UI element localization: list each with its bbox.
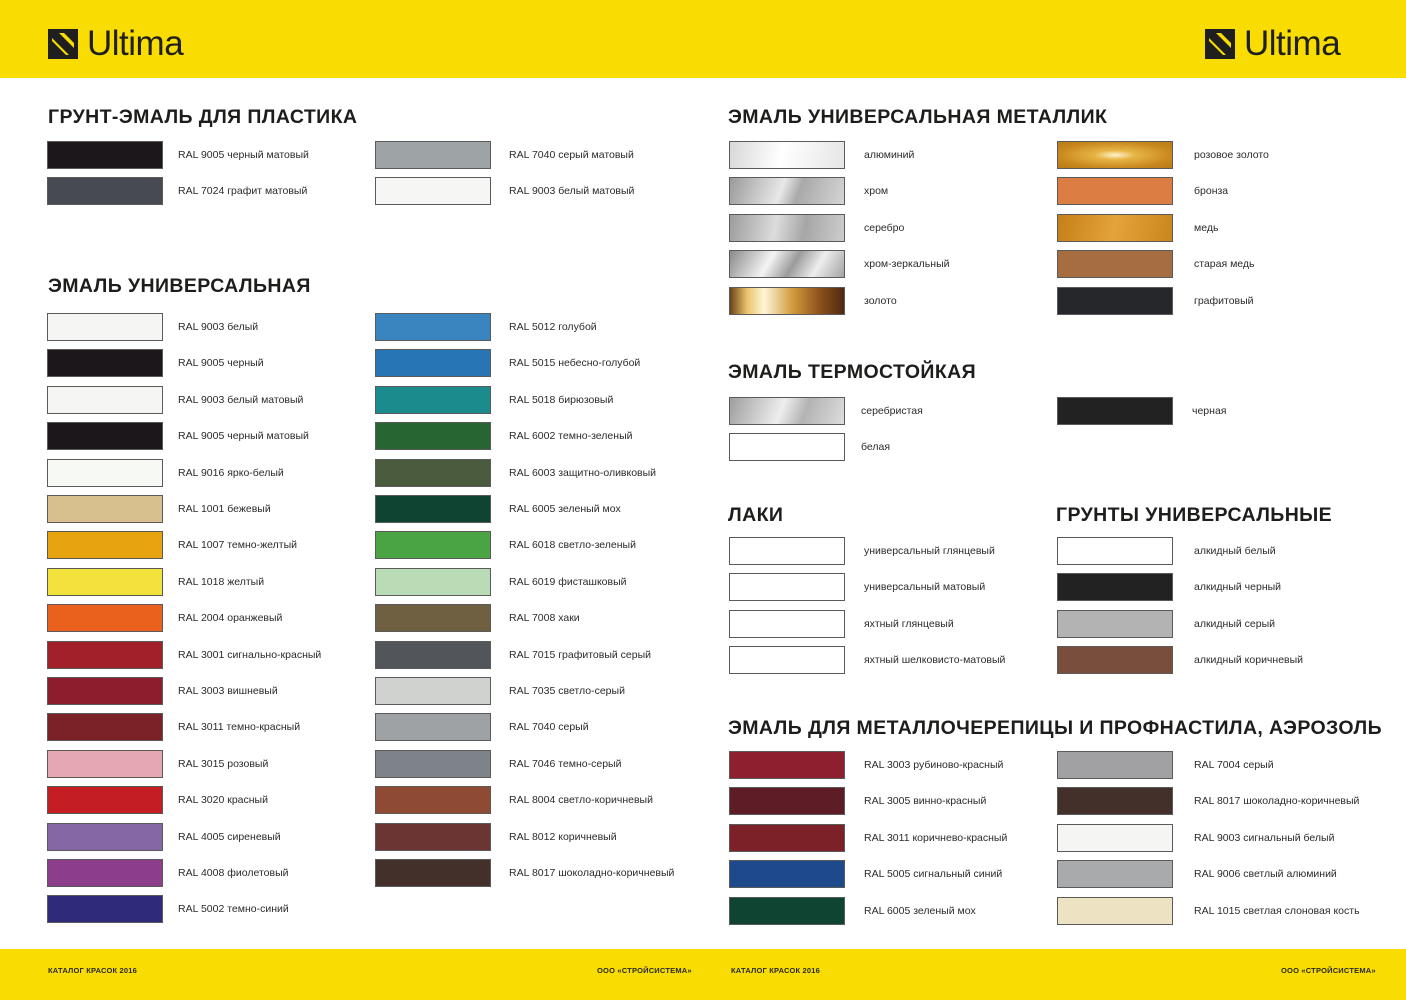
color-label: яхтный глянцевый: [864, 618, 954, 630]
color-swatch: [375, 177, 491, 205]
color-label: графитовый: [1194, 295, 1254, 307]
color-swatch: [375, 568, 491, 596]
color-swatch: [375, 422, 491, 450]
color-label: RAL 5012 голубой: [509, 321, 597, 333]
color-label: RAL 8017 шоколадно-коричневый: [1194, 795, 1360, 807]
color-label: яхтный шелковисто-матовый: [864, 654, 1006, 666]
brand-name: Ultima: [1244, 24, 1341, 63]
color-swatch: [729, 860, 845, 888]
color-swatch: [47, 568, 163, 596]
footer-catalog-left: КАТАЛОГ КРАСОК 2016: [48, 966, 138, 975]
color-label: RAL 7046 темно-серый: [509, 758, 622, 770]
color-swatch: [729, 141, 845, 169]
color-label: алюминий: [864, 149, 915, 161]
color-label: RAL 7004 серый: [1194, 759, 1274, 771]
color-swatch: [375, 349, 491, 377]
color-swatch: [47, 422, 163, 450]
color-label: RAL 5015 небесно-голубой: [509, 357, 641, 369]
color-swatch: [375, 531, 491, 559]
color-swatch: [729, 751, 845, 779]
color-swatch: [729, 610, 845, 638]
color-swatch: [47, 495, 163, 523]
color-label: алкидный серый: [1194, 618, 1276, 630]
color-swatch: [47, 895, 163, 923]
color-label: RAL 5005 сигнальный синий: [864, 868, 1003, 880]
color-swatch: [47, 177, 163, 205]
section-title-heat: ЭМАЛЬ ТЕРМОСТОЙКАЯ: [728, 361, 977, 383]
color-label: RAL 3011 темно-красный: [178, 721, 301, 733]
color-label: RAL 3015 розовый: [178, 758, 269, 770]
color-label: RAL 7024 графит матовый: [178, 185, 308, 197]
logo-mark-icon: [48, 29, 78, 59]
color-swatch: [1057, 897, 1173, 925]
color-label: RAL 9016 ярко-белый: [178, 467, 284, 479]
color-label: алкидный коричневый: [1194, 654, 1304, 666]
color-label: RAL 3020 красный: [178, 794, 268, 806]
color-label: хром-зеркальный: [864, 258, 950, 270]
color-label: RAL 3001 сигнально-красный: [178, 649, 322, 661]
color-swatch: [1057, 787, 1173, 815]
color-label: RAL 3011 коричнево-красный: [864, 832, 1008, 844]
color-swatch: [729, 214, 845, 242]
color-label: RAL 7008 хаки: [509, 612, 580, 624]
color-swatch: [1057, 751, 1173, 779]
color-label: RAL 6005 зеленый мох: [509, 503, 621, 515]
color-swatch: [375, 604, 491, 632]
color-swatch: [47, 531, 163, 559]
brand-logo-right: [1205, 26, 1340, 62]
footer-band: [0, 949, 1406, 1000]
color-swatch: [729, 287, 845, 315]
color-swatch: [375, 313, 491, 341]
color-label: RAL 6019 фисташковый: [509, 576, 627, 588]
color-swatch: [47, 349, 163, 377]
color-label: черная: [1192, 405, 1227, 417]
color-label: медь: [1194, 222, 1219, 234]
color-swatch: [47, 386, 163, 414]
color-swatch: [729, 897, 845, 925]
color-label: алкидный черный: [1194, 581, 1282, 593]
color-label: RAL 9005 черный матовый: [178, 430, 309, 442]
color-label: белая: [861, 441, 891, 453]
color-swatch: [729, 787, 845, 815]
brand-logo-left: [48, 26, 183, 62]
color-swatch: [47, 141, 163, 169]
color-label: хром: [864, 185, 889, 197]
color-swatch: [729, 250, 845, 278]
color-label: RAL 6002 темно-зеленый: [509, 430, 633, 442]
color-swatch: [47, 859, 163, 887]
color-label: универсальный матовый: [864, 581, 986, 593]
color-swatch: [729, 646, 845, 674]
color-swatch: [729, 824, 845, 852]
color-label: старая медь: [1194, 258, 1255, 270]
section-title-aerosol: ЭМАЛЬ ДЛЯ МЕТАЛЛОЧЕРЕПИЦЫ И ПРОФНАСТИЛА, АЭРОЗОЛЬ: [728, 717, 1382, 739]
color-label: RAL 3003 рубиново-красный: [864, 759, 1004, 771]
color-label: RAL 4008 фиолетовый: [178, 867, 289, 879]
color-label: RAL 8012 коричневый: [509, 831, 617, 843]
color-swatch: [1057, 177, 1173, 205]
color-swatch: [1057, 646, 1173, 674]
color-swatch: [47, 641, 163, 669]
color-swatch: [1057, 141, 1173, 169]
color-swatch: [1057, 287, 1173, 315]
color-label: RAL 6003 защитно-оливковый: [509, 467, 657, 479]
color-label: RAL 1018 желтый: [178, 576, 265, 588]
color-swatch: [729, 573, 845, 601]
logo-mark-icon: [1205, 29, 1235, 59]
color-label: RAL 7015 графитовый серый: [509, 649, 652, 661]
color-label: RAL 8017 шоколадно-коричневый: [509, 867, 675, 879]
section-title-universal: ЭМАЛЬ УНИВЕРСАЛЬНАЯ: [48, 275, 311, 297]
color-swatch: [375, 641, 491, 669]
color-label: серебро: [864, 222, 905, 234]
color-swatch: [1057, 610, 1173, 638]
color-label: RAL 9003 белый матовый: [178, 394, 304, 406]
color-swatch: [1057, 397, 1173, 425]
color-label: RAL 1007 темно-желтый: [178, 539, 297, 551]
color-swatch: [375, 386, 491, 414]
color-swatch: [375, 141, 491, 169]
color-label: RAL 8004 светло-коричневый: [509, 794, 653, 806]
color-swatch: [375, 859, 491, 887]
color-swatch: [1057, 214, 1173, 242]
color-label: RAL 1001 бежевый: [178, 503, 271, 515]
color-label: бронза: [1194, 185, 1229, 197]
color-label: RAL 3003 вишневый: [178, 685, 278, 697]
color-swatch: [1057, 250, 1173, 278]
color-swatch: [47, 750, 163, 778]
color-swatch: [47, 604, 163, 632]
color-label: RAL 9003 сигнальный белый: [1194, 832, 1335, 844]
color-swatch: [47, 677, 163, 705]
color-label: RAL 6005 зеленый мох: [864, 905, 976, 917]
color-label: розовое золото: [1194, 149, 1269, 161]
brand-name: Ultima: [87, 24, 184, 63]
color-swatch: [1057, 860, 1173, 888]
color-swatch: [375, 750, 491, 778]
color-swatch: [47, 823, 163, 851]
color-swatch: [375, 823, 491, 851]
color-swatch: [729, 433, 845, 461]
color-label: RAL 5018 бирюзовый: [509, 394, 614, 406]
color-swatch: [1057, 573, 1173, 601]
color-label: RAL 9005 черный матовый: [178, 149, 309, 161]
color-label: золото: [864, 295, 897, 307]
color-swatch: [375, 459, 491, 487]
color-swatch: [375, 495, 491, 523]
color-swatch: [375, 713, 491, 741]
color-label: RAL 7040 серый: [509, 721, 589, 733]
header-band: [0, 0, 1406, 78]
color-label: алкидный белый: [1194, 545, 1276, 557]
color-label: RAL 9003 белый матовый: [509, 185, 635, 197]
color-label: RAL 2004 оранжевый: [178, 612, 283, 624]
color-label: RAL 1015 светлая слоновая кость: [1194, 905, 1360, 917]
color-label: RAL 6018 светло-зеленый: [509, 539, 636, 551]
color-swatch: [1057, 537, 1173, 565]
color-swatch: [375, 786, 491, 814]
color-label: RAL 9005 черный: [178, 357, 264, 369]
color-swatch: [47, 313, 163, 341]
footer-company-right: ООО «СТРОЙСИСТЕМА»: [1281, 966, 1376, 975]
color-swatch: [729, 397, 845, 425]
section-title-metallic: ЭМАЛЬ УНИВЕРСАЛЬНАЯ МЕТАЛЛИК: [728, 106, 1108, 128]
color-label: RAL 9006 светлый алюминий: [1194, 868, 1337, 880]
color-label: RAL 9003 белый: [178, 321, 259, 333]
section-title-plastic: ГРУНТ-ЭМАЛЬ ДЛЯ ПЛАСТИКА: [48, 106, 358, 128]
color-label: RAL 5002 темно-синий: [178, 903, 289, 915]
footer-company-left: ООО «СТРОЙСИСТЕМА»: [597, 966, 692, 975]
section-title-primers: ГРУНТЫ УНИВЕРСАЛЬНЫЕ: [1056, 504, 1333, 526]
color-label: RAL 7035 светло-серый: [509, 685, 625, 697]
footer-catalog-right: КАТАЛОГ КРАСОК 2016: [731, 966, 821, 975]
color-swatch: [375, 677, 491, 705]
color-swatch: [47, 786, 163, 814]
color-swatch: [729, 537, 845, 565]
color-label: RAL 3005 винно-красный: [864, 795, 987, 807]
color-label: RAL 4005 сиреневый: [178, 831, 281, 843]
color-swatch: [47, 713, 163, 741]
color-swatch: [1057, 824, 1173, 852]
color-label: серебристая: [861, 405, 923, 417]
color-swatch: [729, 177, 845, 205]
color-label: универсальный глянцевый: [864, 545, 995, 557]
section-title-lacquers: ЛАКИ: [728, 504, 784, 526]
color-swatch: [47, 459, 163, 487]
color-label: RAL 7040 серый матовый: [509, 149, 634, 161]
